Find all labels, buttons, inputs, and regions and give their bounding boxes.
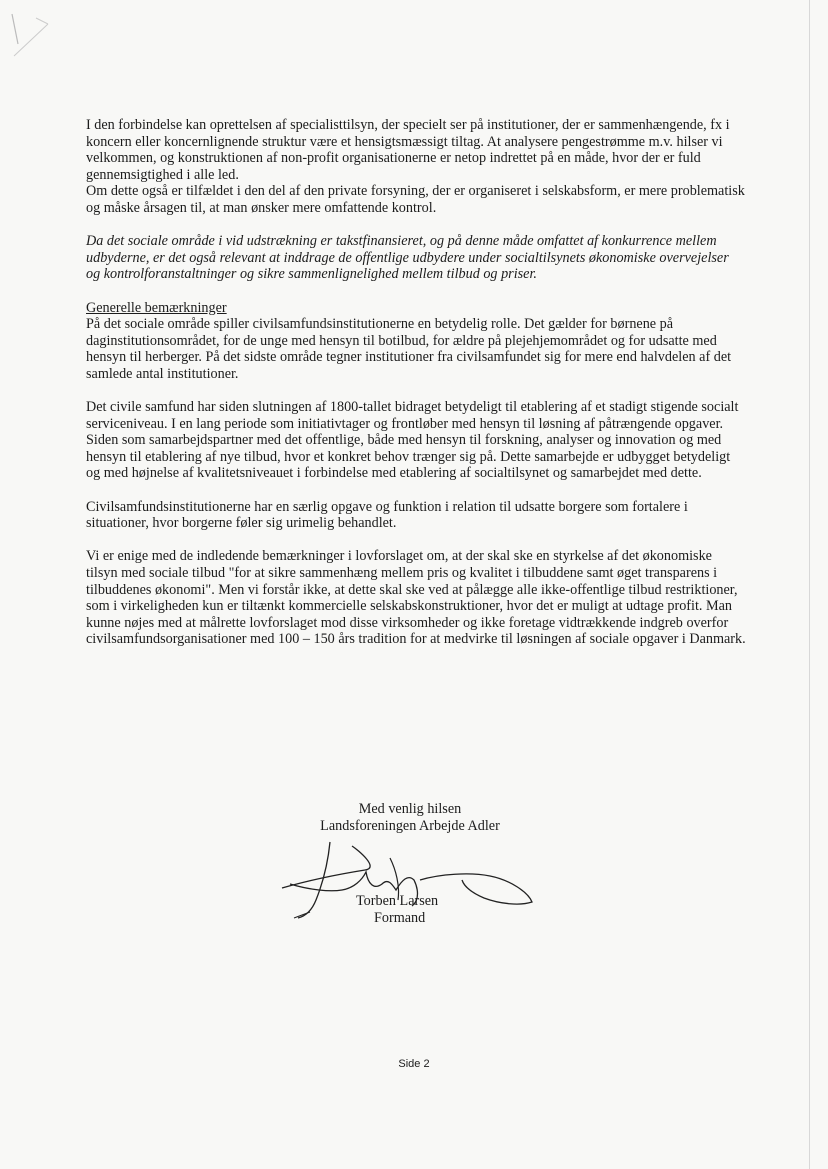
closing-block [300,801,520,835]
signer-block [356,893,438,927]
section-heading-general-remarks: Generelle bemærkninger [86,299,227,316]
paragraph-private-supply: Om dette også er tilfældet i den del af den private forsyning, der er organiseret i selskabsform, er mere problematisk og måske årsagen til, at man ønsker mere omfattende kontrol. [86,183,745,216]
page-number: Side 2 [398,1058,430,1070]
paragraph-specialist-oversight: I den forbindelse kan oprettelsen af specialisttilsyn, der specielt ser på institutioner, der er sammenhængende, fx i koncern eller koncernlignende struktur være et hensigtsmæssigt tiltag. At analysere pengestrømme m.v. hilser vi velkommen, og konstruktionen af non-profit organisationerne er netop indrettet på en måde, hvor der er fuld gennemsigtighed i alle led. [86,117,730,183]
letter-body [86,117,746,648]
page-footer [0,1058,828,1070]
paragraph-civil-society-role: På det sociale område spiller civilsamfundsinstitutionerne en betydelig rolle. Det gælder for børnene på daginstitutionsområdet, for de unge med hensyn til botilbud, for ældre på plejehjemområdet og for udsatte med hensyn til herberger. På det sidste område tegner institutioner fra civilsamfundet sig for mere end halvdelen af det samlede antal institutioner. [86,316,732,382]
scan-edge-line [809,0,810,1169]
closing-organization: Landsforeningen Arbejde Adler [320,818,500,834]
paragraph-civil-society-history: Det civile samfund har siden slutningen af 1800-tallet bidraget betydeligt til etablering af et stadigt stigende socialt serviceniveau. I en lang periode som initiativtager og frontløber med hensyn til løsning af påtrængende opgaver. Siden som samarbejdspartner med det offentlige, både med hensyn til forskning, analyser og innovation og med hensyn til etablering af nye tilbud, hvor et konkret behov trænger sig på. Dette samarbejde er udbygget betydeligt og med højnelse af kvalitetsniveauet i forbindelse med etablering af socialtilsynet og samarbejdet med dette. [86,399,739,482]
closing-greeting: Med venlig hilsen [358,801,462,817]
paragraph-italic-rate-financed: Da det sociale område i vid udstrækning er takstfinansieret, og på denne måde omfattet af konkurrence mellem udbyderne, er det også relevant at inddrage de offentlige udbydere under socialtilsynets økonomiske overvejelser og kontrolforanstaltninger og sikre sammenlignelighed mellem tilbud og priser. [86,233,729,283]
signer-title: Formand [374,910,426,926]
corner-fold-mark [8,10,54,60]
signer-name: Torben Larsen [356,893,439,909]
paragraph-advocacy-role: Civilsamfundsinstitutionerne har en særlig opgave og funktion i relation til udsatte borgere som fortalere i situationer, hvor borgerne føler sig urimelig behandlet. [86,498,688,532]
paragraph-agreement-and-objection: Vi er enige med de indledende bemærkninger i lovforslaget om, at der skal ske en styrkelse af det økonomiske tilsyn med sociale tilbud "for at sikre sammenhæng mellem pris og kvalitet i tilbuddene samt øget transparens i tilbuddenes økonomi". Men vi forstår ikke, at dette skal ske ved at pålægge alle ikke-offentlige tilbud restriktioner, som i virkeligheden kun er tiltænkt kommercielle selskabskonstruktioner, hvor det er muligt at udtage profit. Man kunne nøjes med at målrette lovforslaget mod disse virksomheder og ikke foretage vidtrækkende indgreb overfor civilsamfundsorganisationer med 100 – 150 års tradition for at medvirke til løsningen af sociale opgaver i Danmark. [86,548,746,648]
